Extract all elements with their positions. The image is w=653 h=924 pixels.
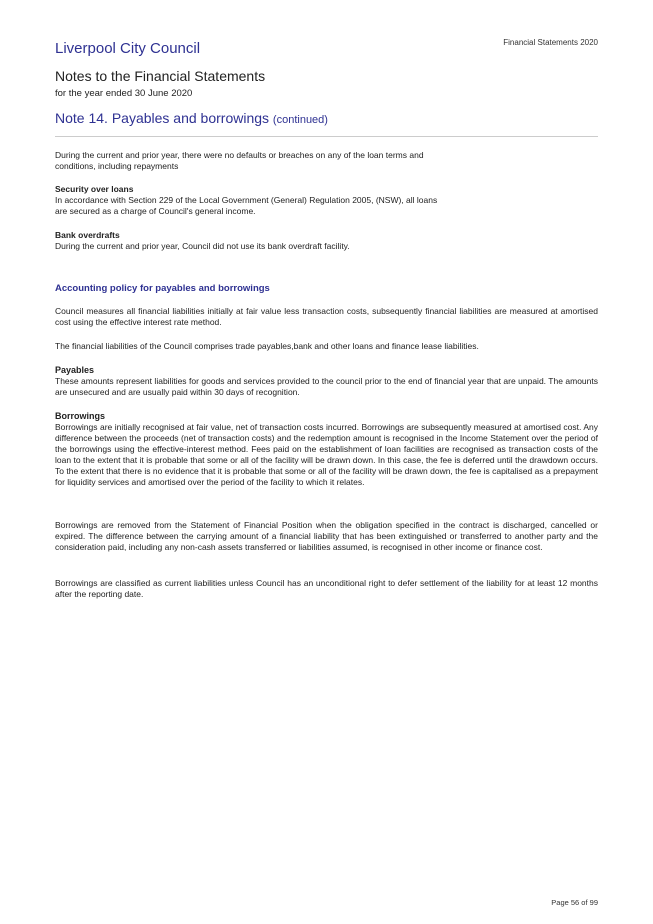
security-text: In accordance with Section 229 of the Local Government (General) Regulation 2005, (NSW), all loans are secured as a charge of Council's general income.	[55, 195, 438, 216]
note-continued-label: (continued)	[272, 114, 328, 126]
page-number: Page 56 of 99	[551, 898, 598, 907]
borrowings-removed-paragraph: Borrowings are removed from the Statement of Financial Position when the obligation specified in the contract is discharged, cancelled or expired. The difference between the carrying amount of a financial liability that has been extinguished or transferred to another party and the consideration paid, including any non-cash assets transferred or liabilities assumed, is recognised in other income or finance cost.	[55, 520, 598, 552]
policy-heading: Accounting policy for payables and borrowings	[55, 283, 270, 294]
payables-section	[55, 365, 598, 398]
borrowings-classified-paragraph: Borrowings are classified as current liabilities unless Council has an unconditional right to defer settlement of the liability for at least 12 months after the reporting date.	[55, 578, 598, 599]
page-subtitle: for the year ended 30 June 2020	[55, 88, 193, 99]
payables-heading: Payables	[55, 365, 95, 375]
policy-paragraph-2: The financial liabilities of the Council comprises trade payables,bank and other loans and finance lease liabilities.	[55, 341, 479, 351]
payables-text: These amounts represent liabilities for goods and services provided to the council prior to the end of financial year that are unpaid. The amounts are unsecured and are usually paid within 30 days of recognition.	[55, 376, 598, 397]
note-title-text: Note 14. Payables and borrowings	[55, 110, 270, 126]
borrowings-text: Borrowings are initially recognised at fair value, net of transaction costs incurred. Borrowings are subsequently measured at amortised cost. Any difference between the proceeds (net of transaction costs) and the redemption amount is recognised in the Income Statement over the period of the borrowings using the effective-interest method. Fees paid on the establishment of loan facilities are recognised as transaction costs of the loan to the extent that it is probable that some or all of the facility will be drawn down. In this case, the fee is deferred until the drawdown occurs. To the extent that there is no evidence that it is probable that some or all of the facility will be drawn down, the fee is capitalised as a prepayment for liquidity services and amortised over the period of the facility to which it relates.	[55, 422, 598, 487]
note-title	[55, 110, 328, 126]
borrowings-heading: Borrowings	[55, 411, 106, 421]
document-label: Financial Statements 2020	[503, 38, 598, 47]
policy-paragraph-1: Council measures all financial liabilities initially at fair value less transaction costs, subsequently financial liabilities are measured at amortised cost using the effective interest rate method.	[55, 306, 598, 327]
header-divider	[55, 136, 598, 137]
overdraft-text: During the current and prior year, Council did not use its bank overdraft facility.	[55, 241, 350, 251]
overdraft-section	[55, 230, 440, 252]
security-section	[55, 184, 440, 217]
defaults-paragraph: During the current and prior year, there were no defaults or breaches on any of the loan terms and conditions, including repayments	[55, 150, 424, 171]
borrowings-section	[55, 411, 598, 488]
security-heading: Security over loans	[55, 184, 134, 194]
page-title: Notes to the Financial Statements	[55, 68, 266, 84]
organisation-name: Liverpool City Council	[55, 40, 201, 57]
overdraft-heading: Bank overdrafts	[55, 230, 120, 240]
